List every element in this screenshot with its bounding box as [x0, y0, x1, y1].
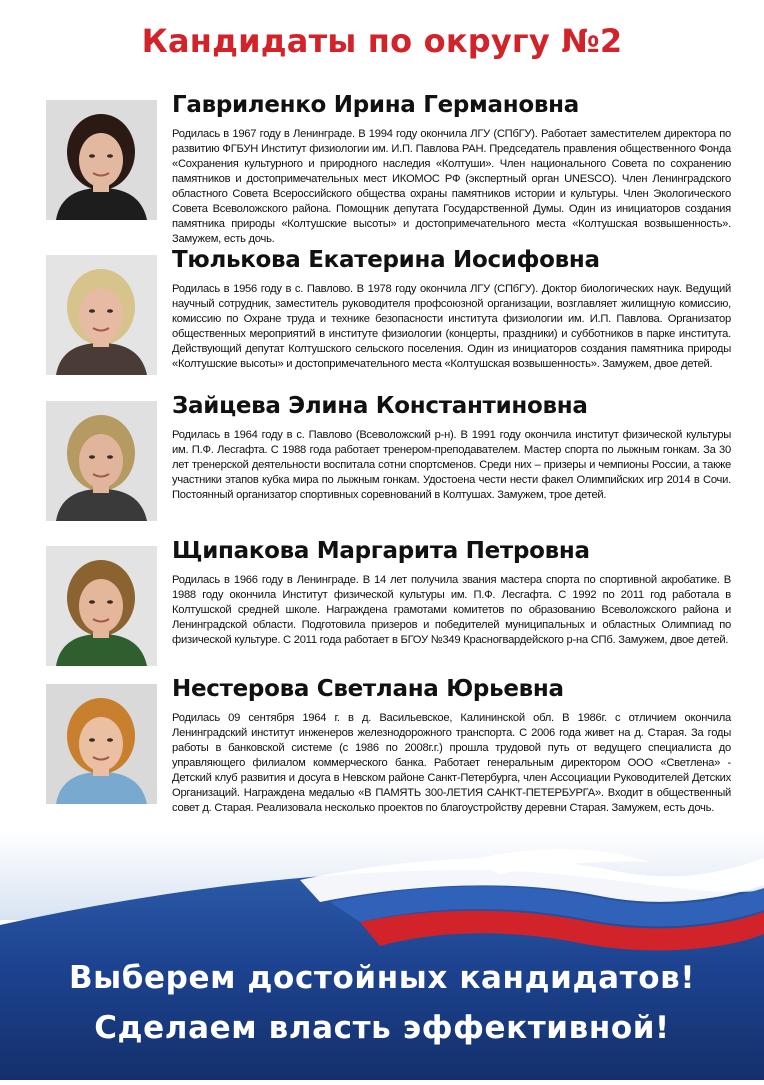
- candidate-bio: Родилась 09 сентября 1964 г. в д. Васильевское, Калининской обл. В 1986г. с отличием окончила Ленинградский институт инженеров железнодорожного транспорта. С 2006 года живет на д. Старая. За годы работы в банковской системе (с 1986 по 2008г.г.) прошла трудовой путь от ведущего специалиста до управляющего филиалом коммерческого банка. Работает генеральным директором ООО «Светлена» - Детский клуб развития и досуга в Невском районе Санкт-Петербурга, член Ассоциации Руководителей Детских Организаций. Награждена медалью «В ПАМЯТЬ 300-ЛЕТИЯ САНКТ-ПЕТЕРБУРГА». Входит в общественный совет д. Старая. Реализовала несколько проектов по благоустройству деревни Старая. Замужем, есть дочь.: [172, 712, 731, 814]
- candidate-card: [46, 676, 731, 814]
- candidate-photo: [46, 255, 157, 375]
- slogan-line-2: Сделаем власть эффективной!: [94, 1010, 670, 1046]
- candidate-bio: Родилась в 1967 году в Ленинграде. В 1994 году окончила ЛГУ (СПбГУ). Работает заместителем директора по развитию ФГБУН Институт физиологии им. И.П. Павлова РАН. Председатель правления общественного Фонда «Сохранения культурного и природного наследия «Колтуши». Член национального Совета по сохранению памятников и достопримечательных мест ИКОМОС РФ (экспертный орган UNESCO). Член Ленинградского областного Совета Всероссийского общества охраны памятников истории и культуры. Член Экологического Совета Всеволожского района. Помощник депутата Государственной Думы. Один из инициаторов создания памятника природы «Колтушские высоты» и достопримечательного места «Колтушская возвышенность». Замужем, есть дочь.: [172, 128, 731, 245]
- candidate-photo: [46, 546, 157, 666]
- candidate-bio: Родилась в 1966 году в Ленинграде. В 14 лет получила звания мастера спорта по спортивной акробатике. В 1988 году окончила Институт физической культуры им. П.Ф. Лесгафта. С 1992 по 2011 год работала в Колтушской средней школе. Награждена грамотами комитетов по образованию Всеволожского района и Ленинградской области. Подготовила призеров и победителей муниципальных и областных Олимпиад по физической культуре. С 2011 года работает в БГОУ №349 Красногвардейского р-на СПб. Замужем, двое детей.: [172, 574, 731, 646]
- candidate-photo: [46, 684, 157, 804]
- candidate-bio: Родилась в 1964 году в с. Павлово (Всеволожский р-н). В 1991 году окончила институт физической культуры им. П.Ф. Лесгафта. С 1988 года работает тренером-преподавателем. Мастер спорта по лыжным гонкам. За 30 лет тренерской деятельности воспитала сотни спортсменов. Среди них – призеры и чемпионы России, а также участники этапов кубка мира по лыжным гонкам. Удостоена чести нести факел Олимпийских игр 2014 в Сочи. Постоянный организатор спортивных соревнований в Колтушах. Замужем, трое детей.: [172, 429, 731, 501]
- candidate-name: Щипакова Маргарита Петровна: [172, 538, 590, 564]
- candidate-card: [46, 538, 731, 668]
- candidate-bio: Родилась в 1956 году в с. Павлово. В 1978 году окончила ЛГУ (СПбГУ). Доктор биологических наук. Ведущий научный сотрудник, заместитель руководителя профсоюзной организации, возглавляет жилищную комиссию, комиссию по Охране труда и технике безопасности института физиологии им. И.П. Павлова. Организатор общественных мероприятий в институте физиологии (концерты, праздники) и субботников в парке института. Действующий депутат Колтушского сельского поселения. Один из инициаторов создания памятника природы «Колтушские высоты» и достопримечательного места «Колтушская возвышенность». Замужем, двое детей.: [172, 283, 731, 370]
- slogan-line-1: Выберем достойных кандидатов!: [68, 960, 696, 996]
- candidate-name: Тюлькова Екатерина Иосифовна: [172, 247, 600, 273]
- page-title: Кандидаты по округу №2: [141, 22, 623, 60]
- candidate-card: [46, 393, 731, 523]
- slogan-banner: [0, 830, 764, 1080]
- candidate-card: [46, 92, 731, 245]
- candidate-name: Зайцева Элина Константиновна: [172, 393, 588, 419]
- candidate-name: Гавриленко Ирина Германовна: [172, 92, 579, 118]
- candidate-name: Нестерова Светлана Юрьевна: [172, 676, 564, 702]
- candidate-photo: [46, 401, 157, 521]
- candidate-photo: [46, 100, 157, 220]
- candidate-card: [46, 247, 731, 377]
